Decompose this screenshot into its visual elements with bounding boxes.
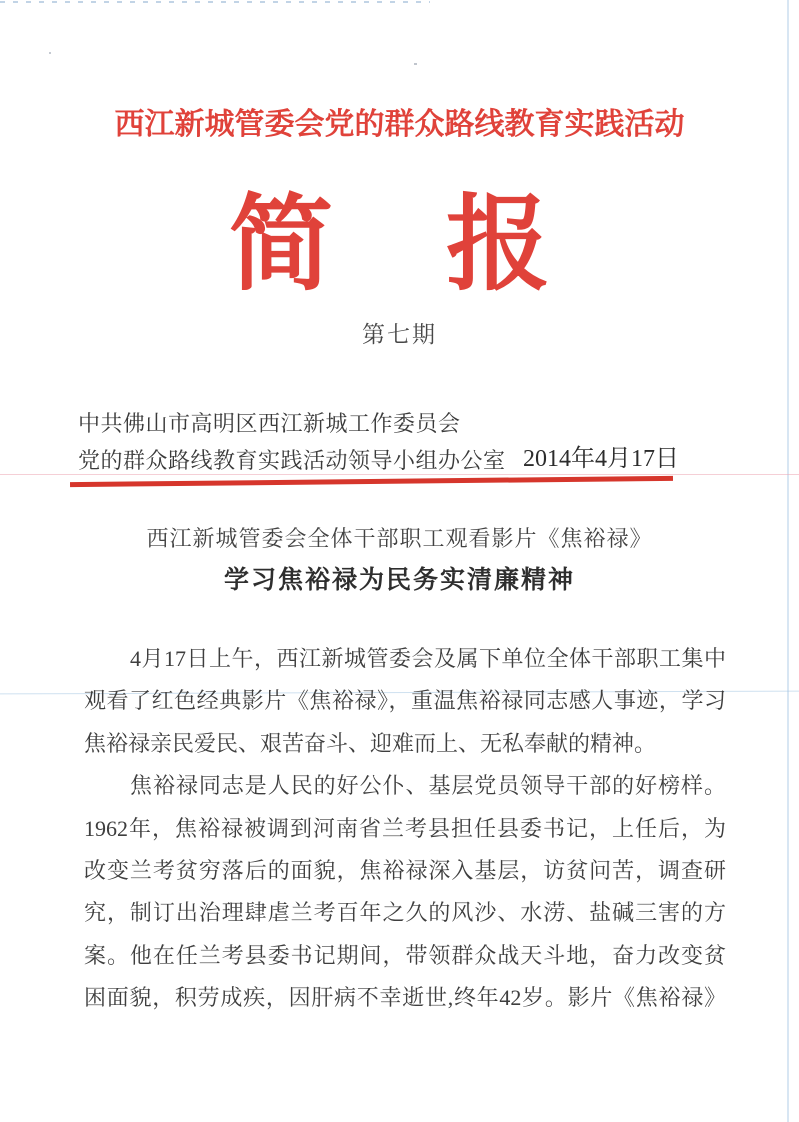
issuer-line-1: 中共佛山市高明区西江新城工作委员会 bbox=[78, 411, 461, 436]
body-line: 困面貌，积劳成疾，因肝病不幸逝世,终年42岁。影片《焦裕禄》 bbox=[84, 985, 726, 1011]
body-line: 焦裕禄同志是人民的好公仆、基层党员领导干部的好榜样。 bbox=[130, 773, 726, 799]
masthead-program-title: 西江新城管委会党的群众路线教育实践活动 bbox=[114, 108, 685, 141]
body-line: 4月17日上午，西江新城管委会及属下单位全体干部职工集中 bbox=[130, 646, 726, 671]
body-line: 改变兰考贫穷落后的面貌，焦裕禄深入基层，访贫问苦，调查研 bbox=[84, 857, 726, 883]
bulletin-char-bao: 报 bbox=[446, 188, 551, 303]
bulletin-char-jian: 简 bbox=[228, 188, 333, 303]
body-line: 观看了红色经典影片《焦裕禄》，重温焦裕禄同志感人事迹，学习 bbox=[84, 688, 726, 714]
body-line: 案。他在任兰考县委书记期间，带领群众战天斗地，奋力改变贫 bbox=[84, 942, 726, 968]
issuer-block bbox=[78, 405, 506, 479]
issuer-line-2: 党的群众路线教育实践活动领导小组办公室 bbox=[78, 448, 506, 473]
article-title: 学习焦裕禄为民务实清廉精神 bbox=[223, 567, 575, 594]
body-line: 1962年，焦裕禄被调到河南省兰考县担任县委书记，上任后，为 bbox=[84, 815, 726, 841]
scan-artifact-speck bbox=[414, 63, 417, 65]
scan-artifact-speck bbox=[49, 52, 51, 54]
bulletin-name bbox=[0, 188, 789, 303]
article-body bbox=[84, 638, 726, 1020]
issue-date: 2014年4月17日 bbox=[523, 446, 679, 472]
body-line: 究，制订出治理肆虐兰考百年之久的风沙、水涝、盐碱三害的方 bbox=[84, 900, 726, 926]
scan-artifact-top-dashes bbox=[0, 1, 430, 3]
body-line: 焦裕禄亲民爱民、艰苦奋斗、迎难而上、无私奉献的精神。 bbox=[84, 730, 657, 756]
article-subtitle: 西江新城管委会全体干部职工观看影片《焦裕禄》 bbox=[146, 526, 653, 551]
issue-number: 第七期 bbox=[362, 322, 437, 347]
